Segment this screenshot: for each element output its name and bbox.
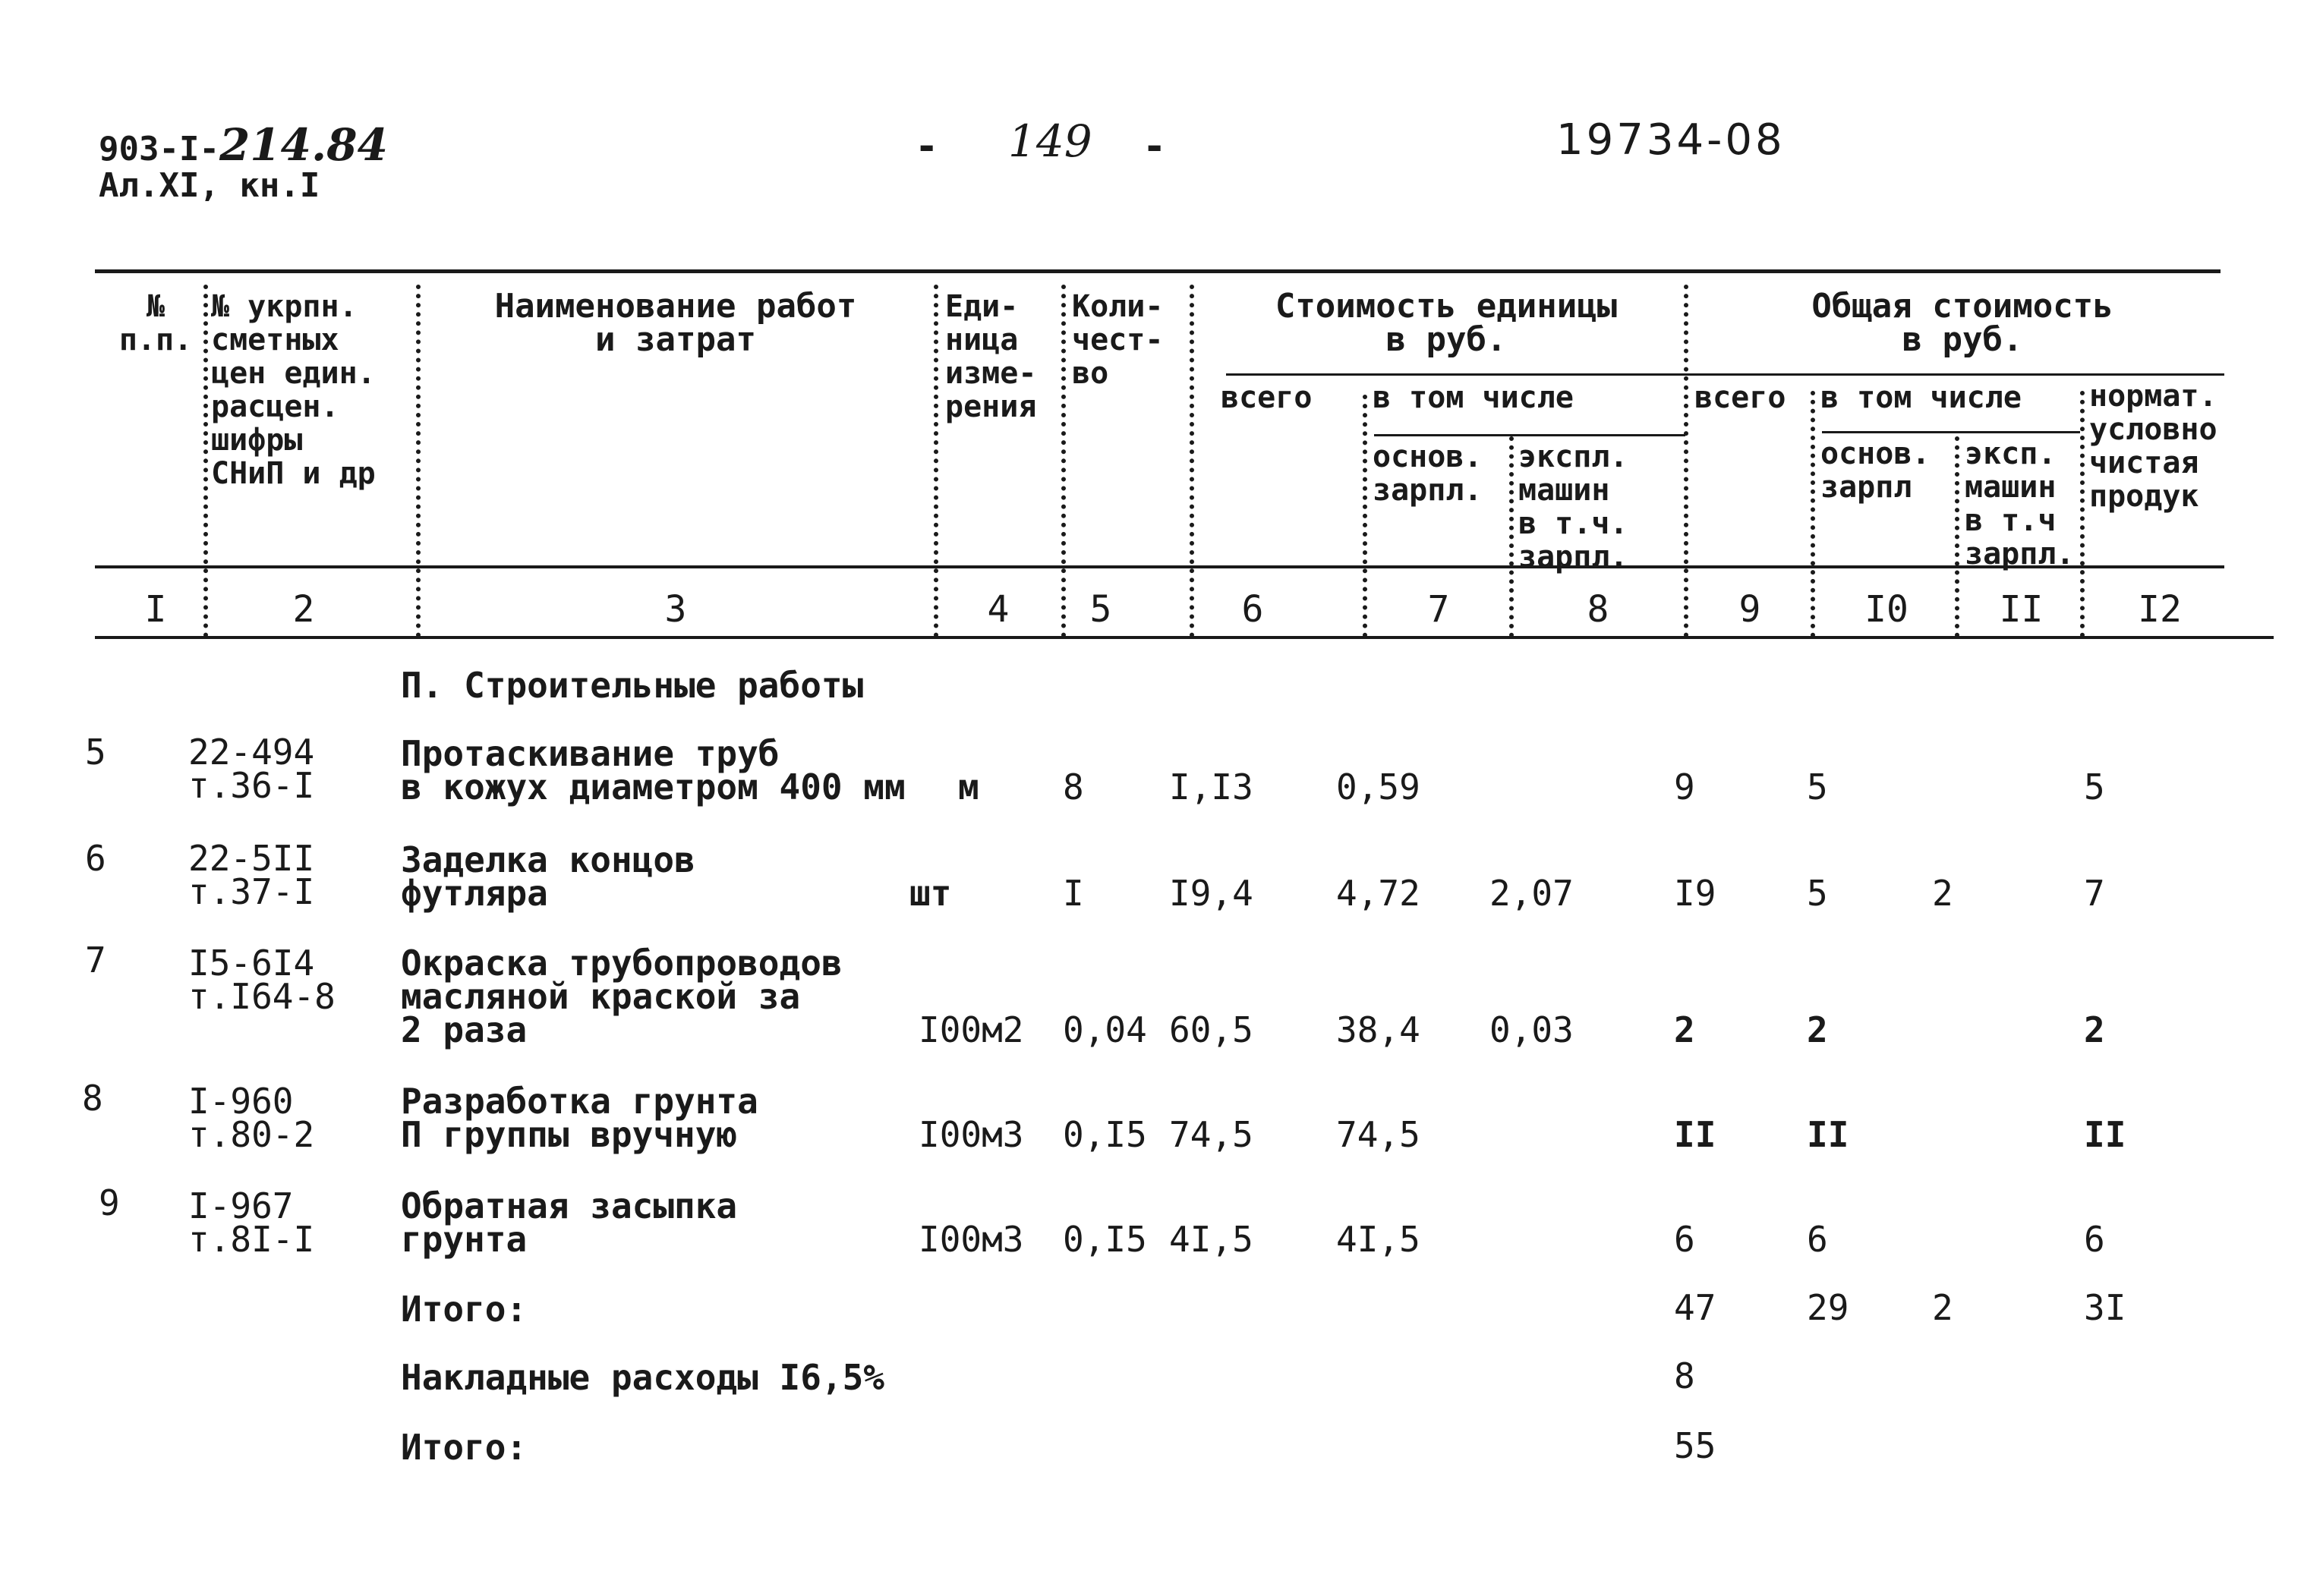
row6-code-2: т.37-I [188, 871, 315, 912]
row8-c12: II [2084, 1114, 2126, 1155]
col-sep-7 [1509, 436, 1514, 637]
row7-code-1: I5-6I4 [188, 943, 315, 984]
row8-n: 8 [82, 1078, 103, 1119]
colnum-7: 7 [1427, 588, 1450, 631]
row5-code-2: т.36-I [188, 765, 315, 806]
row5-c9: 9 [1674, 767, 1695, 807]
row6-c8: 2,07 [1489, 873, 1574, 914]
th-unit-vsego: всего [1221, 380, 1313, 415]
row5-c10: 5 [1807, 767, 1828, 807]
doc-code-handwritten: 214.84 [219, 119, 388, 171]
total1-c10: 29 [1807, 1287, 1849, 1328]
th-normat [2089, 379, 2217, 513]
doc-number: 19734-08 [1556, 115, 1786, 165]
th-unit-cost-line2: в руб. [1385, 320, 1507, 359]
th-unit-ekspl-line4: зарпл. [1518, 540, 1628, 574]
header-bottom-rule [95, 565, 2224, 568]
th-total-eksp-line1: эксп. [1965, 436, 2057, 471]
th-col4 [945, 290, 1036, 423]
row9-code-2: т.8I-I [188, 1219, 315, 1260]
total-cost-detail-rule [1822, 431, 2080, 433]
row6-c6: I9,4 [1169, 873, 1253, 914]
unit-cost-detail-rule [1374, 434, 1685, 436]
row6-c7: 4,72 [1336, 873, 1420, 914]
unit-cost-sub-rule [1226, 373, 1689, 376]
total1-label: Итого: [401, 1289, 528, 1330]
colnum-8: 8 [1587, 588, 1609, 631]
th-unit-osnov-line1: основ. [1373, 439, 1483, 474]
th-normat-line1: нормат. [2089, 379, 2217, 414]
th-normat-line2: условно [2089, 412, 2217, 447]
row5-name-1: Протаскивание труб [401, 733, 780, 774]
th-unit-ekspl-mashin [1518, 440, 1628, 574]
row7-name-3: 2 раза [401, 1009, 528, 1050]
row9-c7: 4I,5 [1336, 1219, 1420, 1260]
row7-c12: 2 [2084, 1009, 2105, 1050]
table-top-rule [95, 269, 2221, 273]
row6-name-1: Заделка концов [401, 839, 695, 880]
row6-n: 6 [85, 838, 106, 879]
page-number: 149 [1008, 115, 1092, 167]
row7-c6: 60,5 [1169, 1009, 1253, 1050]
row8-unit: I00м3 [919, 1114, 1024, 1155]
th-col2 [211, 290, 376, 490]
th-total-cost [1697, 287, 2228, 359]
row8-qty: 0,I5 [1063, 1114, 1147, 1155]
page-number-dash-left: - [915, 124, 939, 169]
colnum-6: 6 [1241, 588, 1264, 631]
row6-c10: 5 [1807, 873, 1828, 914]
th-col3-line1: Наименование работ [494, 287, 857, 326]
doc-code-printed: 903-I- [99, 130, 219, 168]
th-unit-ekspl-line2: машин [1518, 473, 1610, 508]
row8-c7: 74,5 [1336, 1114, 1420, 1155]
col-sep-4 [1061, 285, 1066, 637]
row7-name-2: масляной краской за [401, 976, 801, 1017]
th-col2-line5: шифры [211, 423, 303, 458]
th-col2-line6: СНиП и др [211, 456, 376, 491]
colnum-9: 9 [1738, 588, 1761, 631]
row8-c10: II [1807, 1114, 1849, 1155]
row6-code-1: 22-5II [188, 838, 315, 879]
th-total-eksp-line3: в т.ч [1965, 503, 2057, 538]
th-col2-line3: цен един. [211, 356, 376, 391]
row5-qty: 8 [1063, 767, 1084, 807]
colnum-1: I [144, 588, 167, 631]
th-total-v-tom-chisle: в том числе [1820, 380, 2022, 415]
row9-name-2: грунта [401, 1219, 528, 1260]
th-unit-osnov-zarpl [1373, 440, 1483, 507]
th-total-vsego: всего [1694, 380, 1786, 415]
th-col3 [425, 287, 926, 359]
col-sep-6 [1363, 395, 1367, 637]
th-col5 [1072, 290, 1163, 390]
row5-c12: 5 [2084, 767, 2105, 807]
row7-code-2: т.I64-8 [188, 976, 336, 1017]
total2-c9: 55 [1674, 1425, 1716, 1466]
row8-code-1: I-960 [188, 1081, 294, 1122]
row7-c8: 0,03 [1489, 1009, 1574, 1050]
row6-c9: I9 [1674, 873, 1716, 914]
col-numbers-rule [95, 636, 2274, 639]
row6-qty: I [1063, 873, 1084, 914]
row9-c9: 6 [1674, 1219, 1695, 1260]
row7-c10: 2 [1807, 1009, 1828, 1050]
th-col5-line3: во [1072, 356, 1109, 391]
th-col4-line4: рения [945, 389, 1037, 424]
col-sep-5 [1190, 285, 1194, 637]
th-col1-line1: № [146, 289, 165, 324]
th-col5-line2: чест- [1072, 323, 1164, 357]
row5-n: 5 [85, 732, 106, 773]
th-col2-line4: расцен. [211, 389, 339, 424]
col-sep-10 [1955, 436, 1959, 637]
row8-c6: 74,5 [1169, 1114, 1253, 1155]
col-sep-11 [2080, 391, 2085, 637]
th-unit-ekspl-line1: экспл. [1518, 439, 1628, 474]
total2-label: Итого: [401, 1427, 528, 1468]
th-unit-ekspl-line3: в т.ч. [1518, 506, 1628, 541]
th-col4-line2: ница [945, 323, 1019, 357]
th-col4-line3: изме- [945, 356, 1037, 391]
th-col2-line1: № укрпн. [211, 289, 358, 324]
row8-name-2: П группы вручную [401, 1114, 738, 1155]
th-total-eksp-line2: машин [1965, 470, 2057, 505]
row5-unit: м [958, 767, 979, 807]
colnum-5: 5 [1089, 588, 1112, 631]
album-ref: Ал.XI, кн.I [99, 166, 320, 205]
row6-c12: 7 [2084, 873, 2105, 914]
row5-c7: 0,59 [1336, 767, 1420, 807]
row6-unit: шт [909, 873, 952, 914]
th-total-osnov-line2: зарпл [1820, 470, 1912, 505]
th-col1-line2: п.п. [118, 323, 193, 357]
total-cost-sub-rule [1689, 373, 2224, 376]
row7-c9: 2 [1674, 1009, 1695, 1050]
row7-unit: I00м2 [919, 1009, 1024, 1050]
th-col1 [114, 290, 197, 357]
col-sep-9 [1811, 391, 1815, 637]
col-sep-1 [203, 285, 208, 637]
row9-c6: 4I,5 [1169, 1219, 1253, 1260]
colnum-2: 2 [292, 588, 315, 631]
col-sep-2 [416, 285, 421, 637]
th-total-cost-line1: Общая стоимость [1811, 287, 2113, 326]
overhead-label: Накладные расходы I6,5% [401, 1357, 884, 1398]
th-unit-v-tom-chisle: в том числе [1373, 380, 1574, 415]
row5-c6: I,I3 [1169, 767, 1253, 807]
colnum-3: 3 [664, 588, 687, 631]
th-total-osnov-line1: основ. [1820, 436, 1931, 471]
row8-name-1: Разработка грунта [401, 1081, 758, 1122]
th-total-cost-line2: в руб. [1902, 320, 2023, 359]
row7-c7: 38,4 [1336, 1009, 1420, 1050]
th-total-eksp-line4: зарпл. [1965, 537, 2075, 571]
th-col2-line2: сметных [211, 323, 339, 357]
th-total-eksp-mashin [1965, 437, 2075, 571]
th-col4-line1: Еди- [945, 289, 1019, 324]
th-total-osnov-zarpl [1820, 437, 1931, 504]
row8-c9: II [1674, 1114, 1716, 1155]
total1-c9: 47 [1674, 1287, 1716, 1328]
row6-name-2: футляра [401, 873, 548, 914]
row9-unit: I00м3 [919, 1219, 1024, 1260]
row5-code-1: 22-494 [188, 732, 315, 773]
colnum-4: 4 [987, 588, 1010, 631]
row7-name-1: Окраска трубопроводов [401, 943, 843, 984]
th-col5-line1: Коли- [1072, 289, 1164, 324]
th-normat-line3: чистая [2089, 445, 2199, 480]
row9-n: 9 [99, 1182, 120, 1223]
section-title: П. Строительные работы [401, 665, 864, 706]
row7-n: 7 [85, 940, 106, 981]
colnum-12: I2 [2138, 588, 2182, 631]
row9-name-1: Обратная засыпка [401, 1185, 738, 1226]
th-unit-cost-line1: Стоимость единицы [1275, 287, 1618, 326]
row5-name-2: в кожух диаметром 400 мм [401, 767, 906, 807]
row9-qty: 0,I5 [1063, 1219, 1147, 1260]
th-col3-line2: и затрат [595, 320, 756, 359]
th-unit-cost [1215, 287, 1678, 359]
col-sep-3 [934, 285, 938, 637]
doc-code [99, 119, 388, 171]
overhead-c9: 8 [1674, 1355, 1695, 1396]
colnum-11: II [1999, 588, 2044, 631]
th-normat-line4: продук [2089, 479, 2199, 514]
row9-code-1: I-967 [188, 1185, 294, 1226]
row6-c11: 2 [1932, 873, 1953, 914]
row7-qty: 0,04 [1063, 1009, 1147, 1050]
total1-c11: 2 [1932, 1287, 1953, 1328]
colnum-10: I0 [1864, 588, 1909, 631]
total1-c12: 3I [2084, 1287, 2126, 1328]
page-number-dash-right: - [1143, 124, 1167, 169]
th-unit-osnov-line2: зарпл. [1373, 473, 1483, 508]
col-sep-8 [1684, 285, 1688, 637]
row9-c12: 6 [2084, 1219, 2105, 1260]
row8-code-2: т.80-2 [188, 1114, 315, 1155]
row9-c10: 6 [1807, 1219, 1828, 1260]
